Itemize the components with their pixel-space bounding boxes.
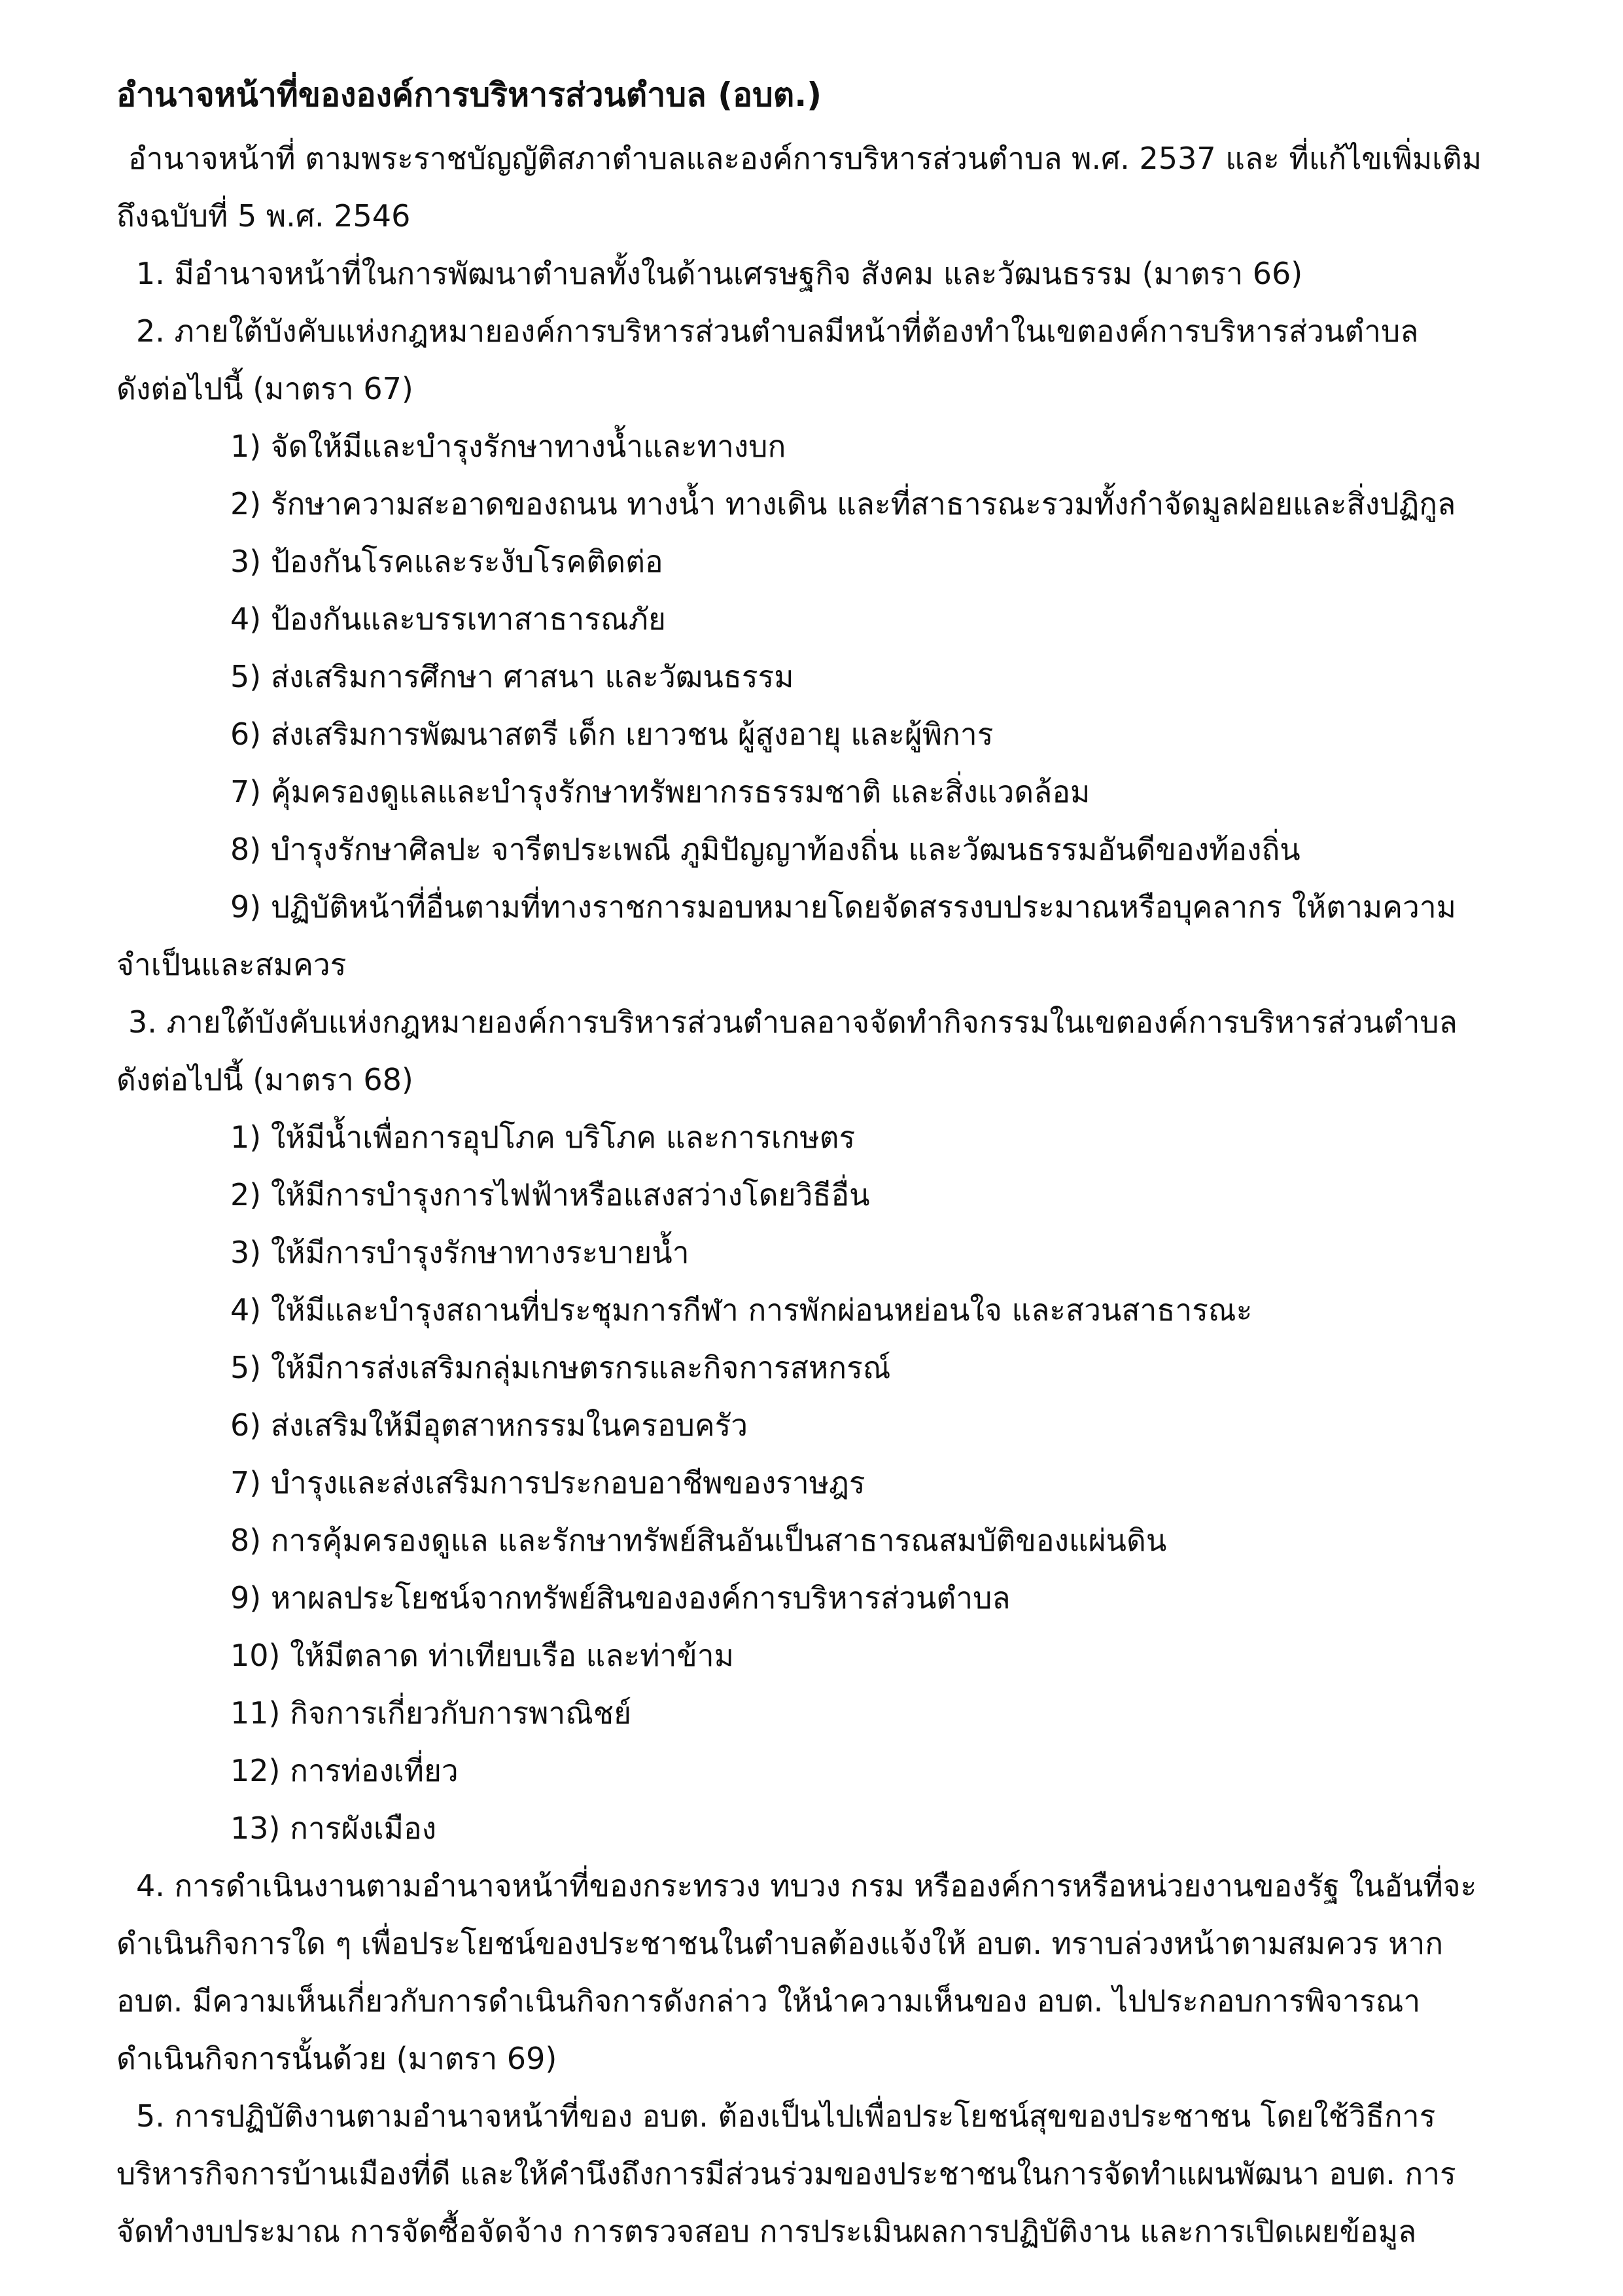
section-2-item: 5) ส่งเสริมการศึกษา ศาสนา และวัฒนธรรม (230, 659, 794, 694)
section-2-item: 7) คุ้มครองดูแลและบำรุงรักษาทรัพยากรธรรมชาติ และสิ่งแวดล้อม (230, 774, 1091, 809)
section-2-item: 1) จัดให้มีและบำรุงรักษาทางน้ำและทางบก (230, 429, 786, 464)
section-2-item: 6) ส่งเสริมการพัฒนาสตรี เด็ก เยาวชน ผู้สูงอายุ และผู้พิการ (230, 716, 994, 752)
section-4-line: ดำเนินกิจการใด ๆ เพื่อประโยชน์ของประชาชนในตำบลต้องแจ้งให้ อบต. ทราบล่วงหน้าตามสมควร หาก (116, 1926, 1444, 1961)
intro-line-2: ถึงฉบับที่ 5 พ.ศ. 2546 (116, 198, 411, 234)
section-3-item: 6) ส่งเสริมให้มีอุตสาหกรรมในครอบครัว (230, 1407, 748, 1443)
section-3-item: 1) ให้มีน้ำเพื่อการอุปโภค บริโภค และการเกษตร (230, 1120, 856, 1155)
intro-line-1: อำนาจหน้าที่ ตามพระราชบัญญัติสภาตำบลและองค์การบริหารส่วนตำบล พ.ศ. 2537 และ ที่แก้ไขเพิ่มเติม (128, 141, 1482, 176)
section-4-line: อบต. มีความเห็นเกี่ยวกับการดำเนินกิจการดังกล่าว ให้นำความเห็นของ อบต. ไปประกอบการพิจารณา (116, 1983, 1421, 2019)
document-title: อำนาจหน้าที่ขององค์การบริหารส่วนตำบล (อบต.) (116, 76, 822, 114)
section-3-item: 7) บำรุงและส่งเสริมการประกอบอาชีพของราษฎร (230, 1465, 865, 1500)
section-2-item: 9) ปฏิบัติหน้าที่อื่นตามที่ทางราชการมอบหมายโดยจัดสรรงบประมาณหรือบุคลากร ให้ตามความ (230, 889, 1457, 925)
section-2-item-continuation: จำเป็นและสมควร (116, 947, 347, 982)
section-5-line: จัดทำงบประมาณ การจัดซื้อจัดจ้าง การตรวจสอบ การประเมินผลการปฏิบัติงาน และการเปิดเผยข้อมูล (116, 2214, 1417, 2249)
section-3-line-1: 3. ภายใต้บังคับแห่งกฎหมายองค์การบริหารส่วนตำบลอาจจัดทำกิจกรรมในเขตองค์การบริหารส่วนตำบล (128, 1004, 1457, 1040)
section-3-item: 11) กิจการเกี่ยวกับการพาณิชย์ (230, 1695, 632, 1731)
section-4-line: 4. การดำเนินงานตามอำนาจหน้าที่ของกระทรวง ทบวง กรม หรือองค์การหรือหน่วยงานของรัฐ ในอันที่จะ (136, 1868, 1477, 1903)
section-5-line: บริหารกิจการบ้านเมืองที่ดี และให้คำนึงถึงการมีส่วนร่วมของประชาชนในการจัดทำแผนพัฒนา อบต. การ (116, 2156, 1456, 2191)
section-2-item: 3) ป้องกันโรคและระงับโรคติดต่อ (230, 544, 663, 579)
section-2-item: 4) ป้องกันและบรรเทาสาธารณภัย (230, 601, 666, 637)
section-3-item: 8) การคุ้มครองดูแล และรักษาทรัพย์สินอันเป็นสาธารณสมบัติของแผ่นดิน (230, 1523, 1167, 1558)
section-2-item: 2) รักษาความสะอาดของถนน ทางน้ำ ทางเดิน และที่สาธารณะรวมทั้งกำจัดมูลฝอยและสิ่งปฏิกูล (230, 486, 1456, 521)
section-2-line-1: 2. ภายใต้บังคับแห่งกฎหมายองค์การบริหารส่วนตำบลมีหน้าที่ต้องทำในเขตองค์การบริหารส่วนตำบล (136, 313, 1419, 349)
section-4-line: ดำเนินกิจการนั้นด้วย (มาตรา 69) (116, 2041, 557, 2076)
section-3-item: 5) ให้มีการส่งเสริมกลุ่มเกษตรกรและกิจการสหกรณ์ (230, 1350, 891, 1385)
section-3-item: 3) ให้มีการบำรุงรักษาทางระบายน้ำ (230, 1235, 689, 1270)
section-1: 1. มีอำนาจหน้าที่ในการพัฒนาตำบลทั้งในด้านเศรษฐกิจ สังคม และวัฒนธรรม (มาตรา 66) (136, 256, 1303, 291)
section-3-item: 2) ให้มีการบำรุงการไฟฟ้าหรือแสงสว่างโดยวิธีอื่น (230, 1177, 870, 1212)
section-3-item: 9) หาผลประโยชน์จากทรัพย์สินขององค์การบริหารส่วนตำบล (230, 1580, 1011, 1616)
section-2-line-2: ดังต่อไปนี้ (มาตรา 67) (116, 371, 413, 406)
section-3-line-2: ดังต่อไปนี้ (มาตรา 68) (116, 1062, 413, 1097)
section-3-item: 13) การผังเมือง (230, 1810, 437, 1846)
section-3-item: 10) ให้มีตลาด ท่าเทียบเรือ และท่าข้าม (230, 1638, 734, 1673)
section-3-item: 4) ให้มีและบำรุงสถานที่ประชุมการกีฬา การพักผ่อนหย่อนใจ และสวนสาธารณะ (230, 1292, 1253, 1328)
section-5-line: 5. การปฏิบัติงานตามอำนาจหน้าที่ของ อบต. ต้องเป็นไปเพื่อประโยชน์สุขของประชาชน โดยใช้วิธีการ (136, 2098, 1436, 2134)
section-3-item: 12) การท่องเที่ยว (230, 1753, 459, 1788)
section-2-item: 8) บำรุงรักษาศิลปะ จารีตประเพณี ภูมิปัญญาท้องถิ่น และวัฒนธรรมอันดีของท้องถิ่น (230, 832, 1300, 867)
